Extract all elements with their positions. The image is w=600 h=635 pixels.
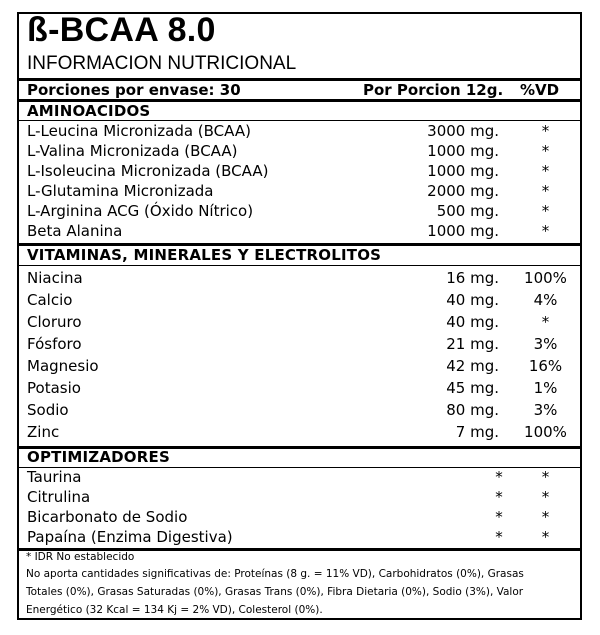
nutrient-dv: 1% <box>533 379 558 397</box>
nutrient-dv: * <box>541 122 550 140</box>
nutrient-name: Papaína (Enzima Digestiva) <box>27 528 233 546</box>
nutrient-dv: 4% <box>533 291 558 309</box>
per-serving-header: Por Porcion 12g. <box>363 81 504 99</box>
nutrient-name: L-Isoleucina Micronizada (BCAA) <box>27 162 269 180</box>
nutrient-dv: * <box>541 488 550 506</box>
nutrient-dv: * <box>541 202 550 220</box>
nutrient-dv: 100% <box>524 269 567 287</box>
nutrient-amount: * <box>495 468 503 486</box>
nutrient-name: L-Glutamina Micronizada <box>27 182 214 200</box>
nutrient-name: Potasio <box>27 379 81 397</box>
nutrient-dv: * <box>541 528 550 546</box>
nutrient-amount: 42 mg. <box>446 357 499 375</box>
nutrient-amount: 1000 mg. <box>427 162 499 180</box>
nutrient-amount: * <box>495 508 503 526</box>
nutrient-amount: 3000 mg. <box>427 122 499 140</box>
nutrient-amount: 21 mg. <box>446 335 499 353</box>
nutrient-name: Sodio <box>27 401 69 419</box>
nutrient-amount: 40 mg. <box>446 291 499 309</box>
nutrient-dv: * <box>541 142 550 160</box>
nutrient-name: Zinc <box>27 423 60 441</box>
nutrient-name: Citrulina <box>27 488 91 506</box>
nutrient-name: Calcio <box>27 291 73 309</box>
nutrient-dv: * <box>541 508 550 526</box>
nutrient-name: Magnesio <box>27 357 99 375</box>
nutrient-dv: 100% <box>524 423 567 441</box>
nutrient-amount: 1000 mg. <box>427 142 499 160</box>
nutrient-amount: 1000 mg. <box>427 222 499 240</box>
label-subtitle: INFORMACION NUTRICIONAL <box>27 53 297 74</box>
nutrient-amount: 80 mg. <box>446 401 499 419</box>
section-heading-aminoacids: AMINOACIDOS <box>27 102 151 120</box>
dv-header: %VD <box>520 81 560 99</box>
nutrient-dv: 3% <box>533 335 558 353</box>
product-title: ß-BCAA 8.0 <box>27 12 216 49</box>
nutrient-amount: 45 mg. <box>446 379 499 397</box>
nutrient-amount: 2000 mg. <box>427 182 499 200</box>
nutrient-name: Cloruro <box>27 313 82 331</box>
nutrient-amount: 40 mg. <box>446 313 499 331</box>
nutrient-amount: 7 mg. <box>455 423 499 441</box>
section-heading-optimizers: OPTIMIZADORES <box>27 448 170 466</box>
nutrient-dv: * <box>541 182 550 200</box>
footnote-line: Energético (32 Kcal = 134 Kj = 2% VD), Colesterol (0%). <box>26 604 323 616</box>
divider-thin <box>19 120 580 121</box>
nutrient-dv: 3% <box>533 401 558 419</box>
nutrient-dv: * <box>541 468 550 486</box>
nutrient-name: L-Valina Micronizada (BCAA) <box>27 142 238 160</box>
nutrient-dv: 16% <box>528 357 563 375</box>
nutrient-dv: * <box>541 222 550 240</box>
footnote-idr: * IDR No establecido <box>26 551 135 563</box>
nutrient-amount: 16 mg. <box>446 269 499 287</box>
nutrient-amount: 500 mg. <box>436 202 499 220</box>
footnote-line: Totales (0%), Grasas Saturadas (0%), Grasas Trans (0%), Fibra Dietaria (0%), Sodio (3%), Valor <box>26 586 524 598</box>
footnote-line: No aporta cantidades significativas de: Proteínas (8 g. = 11% VD), Carbohidratos (0%), Grasas <box>26 568 524 580</box>
nutrient-amount: * <box>495 488 503 506</box>
nutrient-dv: * <box>541 313 550 331</box>
servings-per-container: Porciones por envase: 30 <box>27 81 241 99</box>
nutrient-name: Taurina <box>27 468 82 486</box>
nutrient-name: Beta Alanina <box>27 222 123 240</box>
nutrient-name: Bicarbonato de Sodio <box>27 508 188 526</box>
nutrient-amount: * <box>495 528 503 546</box>
nutrient-name: Niacina <box>27 269 83 287</box>
nutrient-dv: * <box>541 162 550 180</box>
section-heading-vitamins: VITAMINAS, MINERALES Y ELECTROLITOS <box>27 246 382 264</box>
serving-row <box>19 81 580 99</box>
nutrition-label <box>17 12 582 620</box>
nutrient-name: Fósforo <box>27 335 82 353</box>
nutrient-name: L-Arginina ACG (Óxido Nítrico) <box>27 202 254 220</box>
nutrient-name: L-Leucina Micronizada (BCAA) <box>27 122 251 140</box>
divider-thin <box>19 265 580 266</box>
